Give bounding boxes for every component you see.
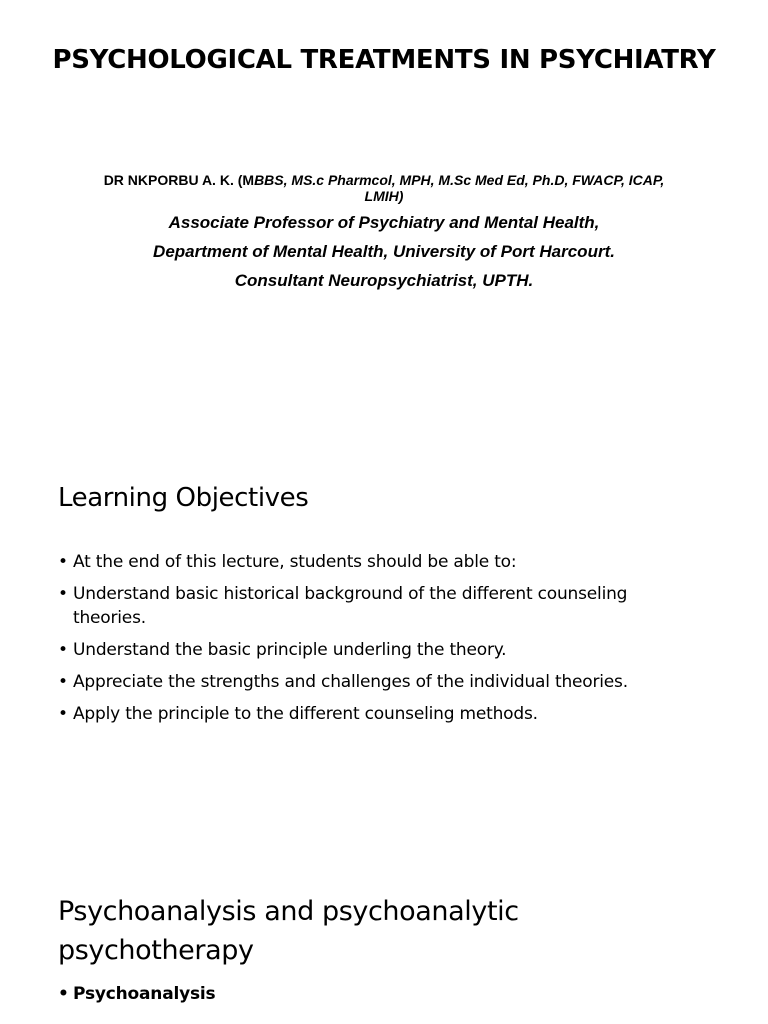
- bullet-icon: •: [58, 672, 68, 692]
- affiliation-line-3: Consultant Neuropsychiatrist, UPTH.: [234, 271, 534, 290]
- section-title: Psychoanalysis and psychoanalytic psychotherapy: [58, 896, 519, 966]
- bullet-icon: •: [58, 984, 69, 1004]
- list-item: [58, 638, 698, 662]
- author-name: DR NKPORBU A. K. (M: [103, 172, 255, 188]
- list-item-text: Understand the basic principle underling the theory.: [73, 640, 507, 660]
- slide-title: [0, 0, 768, 430]
- affiliation-line-1: Associate Professor of Psychiatry and Mental Health,: [168, 213, 600, 232]
- list-item: [58, 670, 698, 694]
- section-title: Learning Objectives: [58, 483, 309, 513]
- slide-psychoanalysis: [0, 860, 768, 1024]
- bullet-icon: •: [58, 584, 68, 604]
- psychoanalysis-list: [58, 982, 698, 1014]
- list-item: [58, 982, 698, 1006]
- list-item-text: Apply the principle to the different counseling methods.: [73, 704, 538, 724]
- slide-learning-objectives: [0, 440, 768, 840]
- author-qualifications: BBS, MS.c Pharmcol, MPH, M.Sc Med Ed, Ph.D, FWACP, ICAP, LMIH): [254, 172, 665, 204]
- list-item-text: Appreciate the strengths and challenges of the individual theories.: [73, 672, 628, 692]
- list-item: [58, 582, 698, 630]
- presentation-title: PSYCHOLOGICAL TREATMENTS IN PSYCHIATRY: [52, 45, 716, 75]
- list-item-text: At the end of this lecture, students should be able to:: [73, 552, 517, 572]
- list-item-text: Understand basic historical background of the different counseling theories.: [73, 584, 628, 628]
- bullet-icon: •: [58, 704, 68, 724]
- bullet-icon: •: [58, 552, 68, 572]
- bullet-icon: •: [58, 640, 68, 660]
- list-item: [58, 702, 698, 726]
- list-item-text: Psychoanalysis: [73, 984, 216, 1004]
- list-item: [58, 550, 698, 574]
- author-credentials: [90, 172, 678, 204]
- affiliation-line-2: Department of Mental Health, University of Port Harcourt.: [153, 242, 615, 261]
- objectives-list: [58, 550, 698, 734]
